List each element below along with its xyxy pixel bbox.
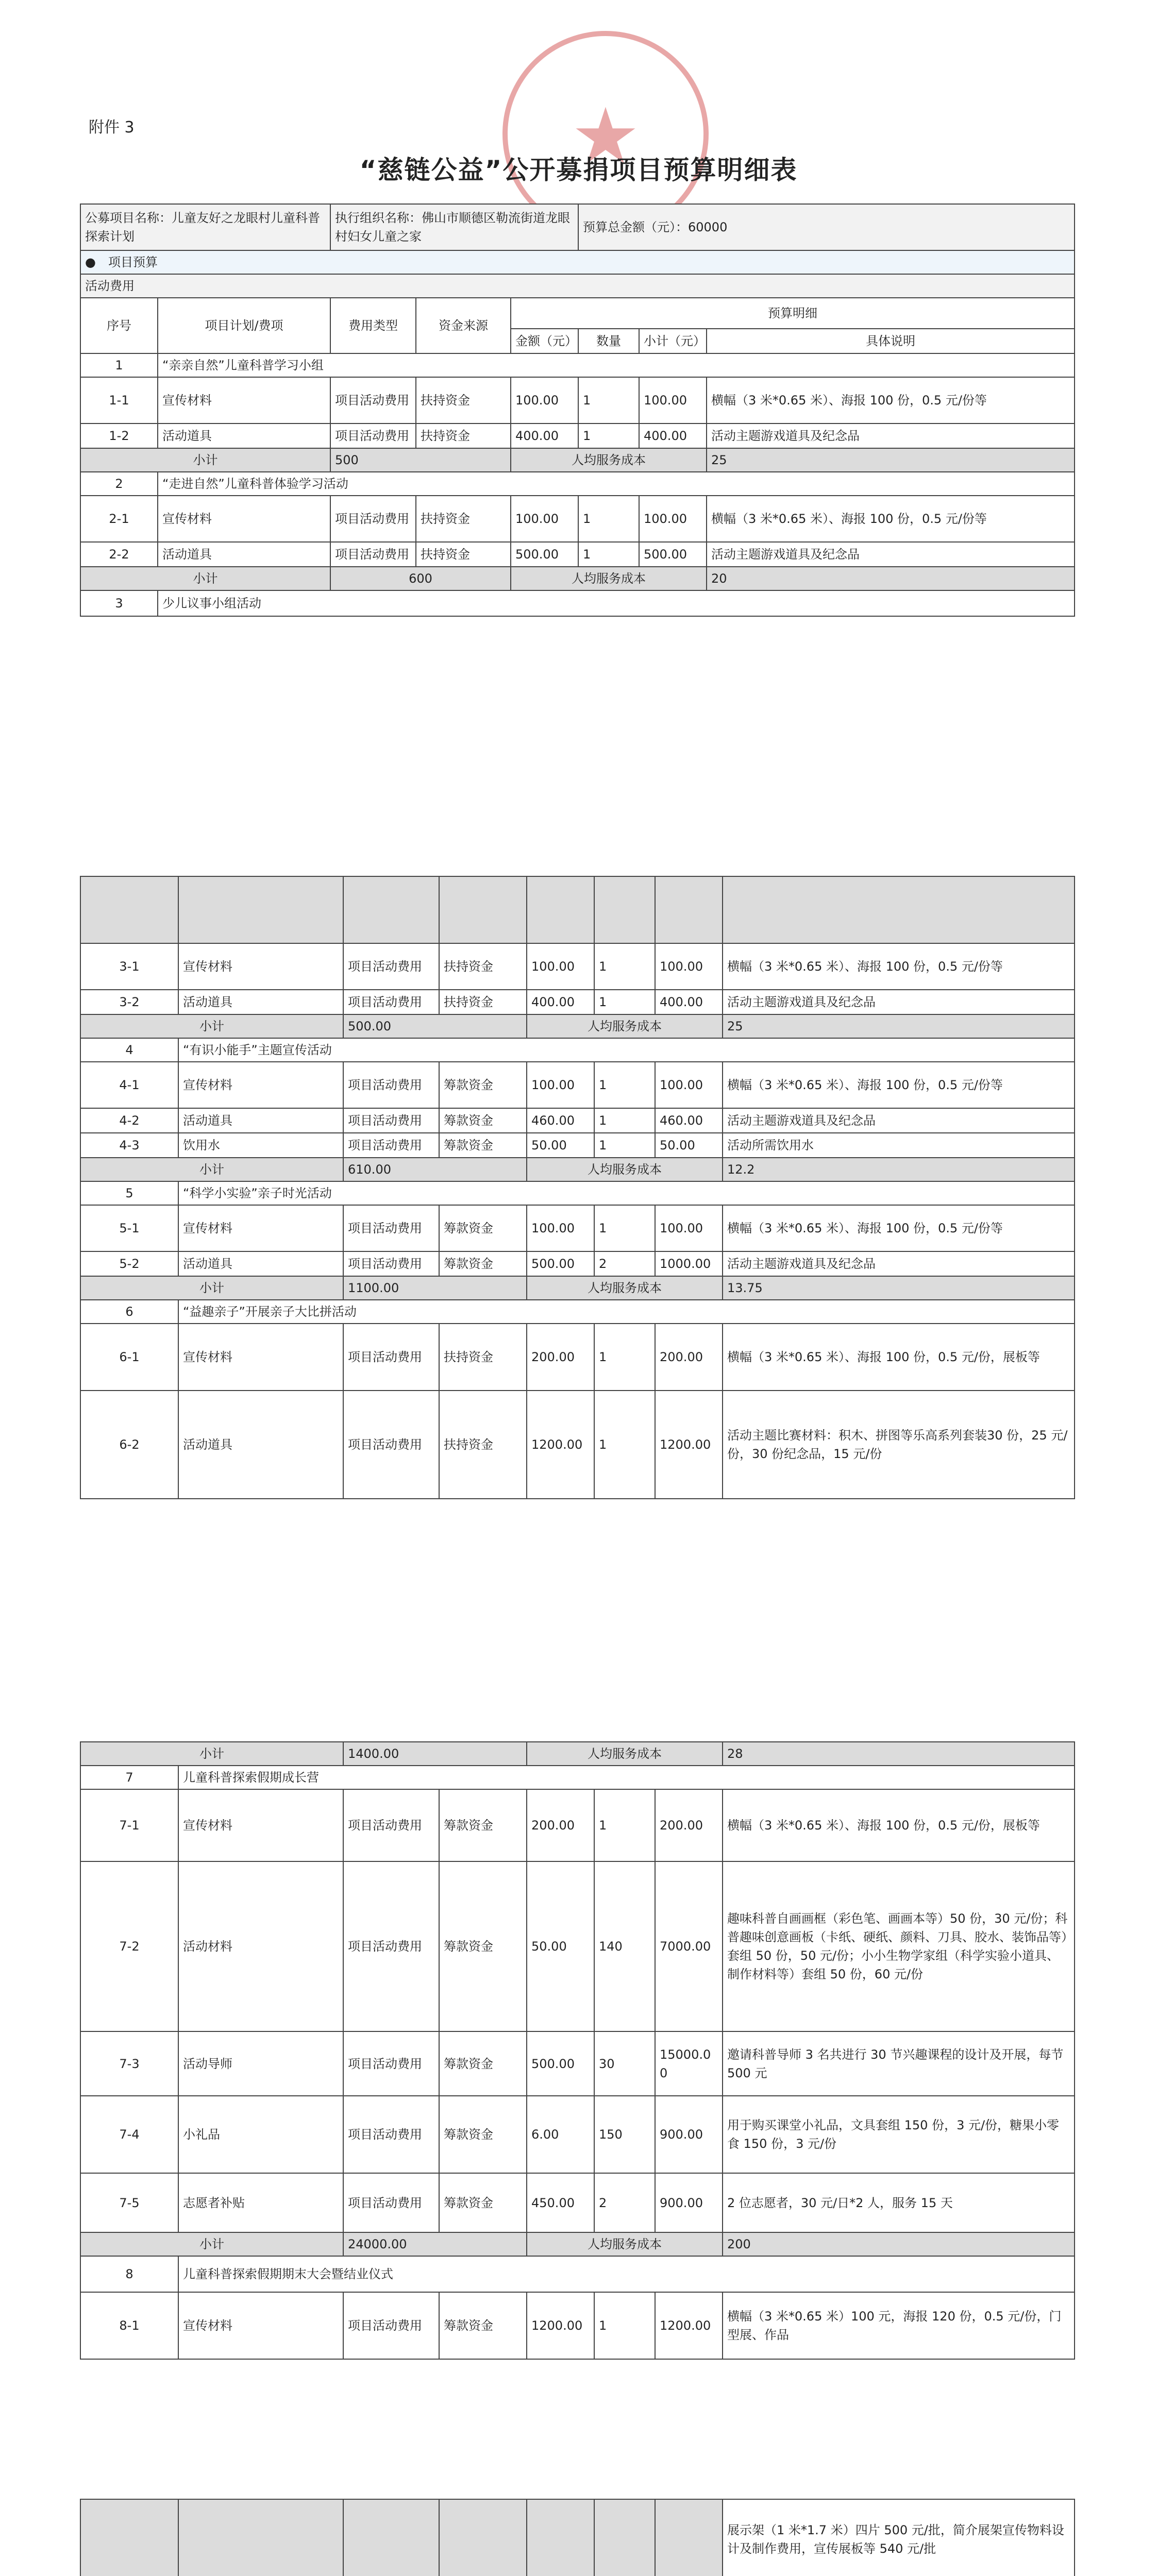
subtotal-label: 小计: [80, 1014, 343, 1038]
col-item: 项目计划/费项: [158, 298, 330, 353]
row-item: 活动材料: [178, 1861, 343, 2031]
row-type: 项目活动费用: [343, 2173, 439, 2232]
row-seq: 5-2: [80, 1251, 178, 1276]
row-item: 饮用水: [178, 1133, 343, 1158]
row-desc: 活动主题游戏道具及纪念品: [723, 1108, 1075, 1133]
row-subtotal: 400.00: [655, 990, 723, 1014]
row-item: 志愿者补贴: [178, 2173, 343, 2232]
row-qty: 1: [594, 990, 655, 1014]
row-seq: 5-1: [80, 1205, 178, 1251]
row-source: 扶持资金: [439, 943, 527, 990]
row-source: 扶持资金: [439, 1391, 527, 1499]
row-qty: 1: [594, 1789, 655, 1861]
row-desc: 横幅（3 米*0.65 米）、海报 100 份，0.5 元/份等: [707, 496, 1075, 542]
people-cost-value: 20: [707, 567, 1075, 590]
group-title: 少儿议事小组活动: [158, 590, 1075, 616]
row-item: 宣传材料: [178, 1324, 343, 1391]
row-subtotal: 900.00: [655, 2096, 723, 2173]
budget-section-3: [80, 1741, 1074, 2360]
people-cost-value: 25: [707, 448, 1075, 472]
row-source: 扶持资金: [416, 542, 511, 567]
row-subtotal: 100.00: [655, 943, 723, 990]
row-type: 项目活动费用: [343, 1861, 439, 2031]
subtotal-row: [80, 448, 1075, 472]
row-amount: 1200.00: [527, 2292, 594, 2359]
row-item: 宣传材料: [178, 2292, 343, 2359]
row-qty: 1: [578, 423, 639, 448]
row-desc: 2 位志愿者，30 元/日*2 人，服务 15 天: [723, 2173, 1075, 2232]
row-qty: 2: [594, 2173, 655, 2232]
row-desc: 活动主题游戏道具及纪念品: [707, 542, 1075, 567]
row-seq: 7-3: [80, 2031, 178, 2096]
row-desc: 横幅（3 米*0.65 米）、海报 100 份，0.5 元/份等: [723, 1205, 1075, 1251]
row-item: 活动导师: [178, 2031, 343, 2096]
row-source: 筹款资金: [439, 2173, 527, 2232]
row-desc: 活动主题游戏道具及纪念品: [723, 1251, 1075, 1276]
col-seq: 序号: [80, 298, 158, 353]
row-type: 项目活动费用: [343, 1324, 439, 1391]
row-item: 小礼品: [178, 2096, 343, 2173]
subtotal-value: 1100.00: [343, 1276, 527, 1300]
group-seq: 4: [80, 1038, 178, 1062]
row-desc: 横幅（3 米*0.65 米）、海报 100 份，0.5 元/份等: [723, 943, 1075, 990]
row-seq: 4-2: [80, 1108, 178, 1133]
people-cost-label: 人均服务成本: [527, 1742, 723, 1766]
row-subtotal: 1000.00: [655, 1251, 723, 1276]
subtotal-row: [80, 1742, 1075, 1766]
row-type: 项目活动费用: [330, 423, 416, 448]
row-subtotal: 400.00: [639, 423, 707, 448]
table-row: [80, 1108, 1075, 1133]
row-desc: 趣味科普自画画框（彩色笔、画画本等）50 份，30 元/份；科普趣味创意画板（卡纸、硬纸、颜料、刀具、胶水、装饰品等）套组 50 份，50 元/份；小小生物学家组（科学实验小道具、制作材料等）套组 50 份，60 元/份: [723, 1861, 1075, 2031]
row-subtotal: 50.00: [655, 1133, 723, 1158]
people-cost-label: 人均服务成本: [511, 567, 707, 590]
row-source: 扶持资金: [439, 990, 527, 1014]
subtotal-row: [80, 1276, 1075, 1300]
row-seq: 3-1: [80, 943, 178, 990]
row-subtotal: 200.00: [655, 1789, 723, 1861]
row-amount: 100.00: [527, 1062, 594, 1108]
row-subtotal: 500.00: [639, 542, 707, 567]
subtotal-label: 小计: [80, 1742, 343, 1766]
row-source: 筹款资金: [439, 1108, 527, 1133]
subtotal-value: 600: [330, 567, 511, 590]
row-qty: 2: [594, 1251, 655, 1276]
row-seq: 3-2: [80, 990, 178, 1014]
col-source: 资金来源: [416, 298, 511, 353]
budget-section-2: [80, 876, 1074, 1499]
table-row: [80, 1251, 1075, 1276]
row-subtotal: 100.00: [655, 1205, 723, 1251]
subtotal-label: 小计: [80, 567, 330, 590]
row-seq: 4-1: [80, 1062, 178, 1108]
row-qty: 1: [594, 2292, 655, 2359]
row-source: 扶持资金: [416, 496, 511, 542]
row-qty: 1: [594, 1205, 655, 1251]
row-qty: 150: [594, 2096, 655, 2173]
row-item: 活动道具: [158, 542, 330, 567]
budget-heading: ● 项目预算: [80, 250, 1075, 274]
activity-cost-heading: 活动费用: [80, 274, 1075, 298]
row-subtotal: 100.00: [639, 496, 707, 542]
col-desc: 具体说明: [707, 329, 1075, 353]
people-cost-value: 200: [723, 2232, 1075, 2256]
row-source: 筹款资金: [439, 2096, 527, 2173]
row-source: 扶持资金: [416, 423, 511, 448]
table-row: [80, 1062, 1075, 1108]
row-qty: 1: [594, 1108, 655, 1133]
row-desc: 活动所需饮用水: [723, 1133, 1075, 1158]
row-amount: 100.00: [511, 496, 578, 542]
row-seq: 1-2: [80, 423, 158, 448]
org-name-cell: 执行组织名称：佛山市顺德区勒流街道龙眼村妇女儿童之家: [330, 204, 578, 250]
people-cost-label: 人均服务成本: [511, 448, 707, 472]
row-amount: 400.00: [511, 423, 578, 448]
subtotal-row: [80, 2232, 1075, 2256]
group-seq: 8: [80, 2256, 178, 2292]
table-row: [80, 2173, 1075, 2232]
row-item: 宣传材料: [178, 1205, 343, 1251]
row-qty: 1: [594, 943, 655, 990]
row-source: 筹款资金: [439, 1205, 527, 1251]
row-amount: 100.00: [511, 377, 578, 423]
budget-table-4: [80, 2499, 1075, 2576]
row-source: 筹款资金: [439, 1133, 527, 1158]
subtotal-value: 500.00: [343, 1014, 527, 1038]
table-row: [80, 496, 1075, 542]
people-cost-value: 28: [723, 1742, 1075, 1766]
row-type: 项目活动费用: [343, 2096, 439, 2173]
col-qty: 数量: [578, 329, 639, 353]
group-title: “科学小实验”亲子时光活动: [178, 1181, 1075, 1205]
people-cost-value: 25: [723, 1014, 1075, 1038]
total-budget-cell: 预算总金额（元）：60000: [578, 204, 1075, 250]
group-seq: 2: [80, 472, 158, 496]
row-item: 宣传材料: [158, 496, 330, 542]
subtotal-value: 1400.00: [343, 1742, 527, 1766]
budget-table-3: [80, 1741, 1075, 2360]
row-desc: 横幅（3 米*0.65 米）100 元，海报 120 份，0.5 元/份，门型展、作品: [723, 2292, 1075, 2359]
row-subtotal: 460.00: [655, 1108, 723, 1133]
subtotal-value: 500: [330, 448, 511, 472]
row-seq: 2-1: [80, 496, 158, 542]
row-qty: 1: [578, 542, 639, 567]
group-title: “走进自然”儿童科普体验学习活动: [158, 472, 1075, 496]
row-seq: 7-1: [80, 1789, 178, 1861]
group-title: “益趣亲子”开展亲子大比拼活动: [178, 1300, 1075, 1324]
table-row: [80, 2031, 1075, 2096]
row-subtotal: 1200.00: [655, 1391, 723, 1499]
row-item: 宣传材料: [178, 1789, 343, 1861]
row-source: 扶持资金: [439, 1324, 527, 1391]
group-seq: 5: [80, 1181, 178, 1205]
table-row: [80, 423, 1075, 448]
row-qty: 1: [594, 1062, 655, 1108]
row-qty: 1: [594, 1391, 655, 1499]
group-title: “有识小能手”主题宣传活动: [178, 1038, 1075, 1062]
group-title: 儿童科普探索假期期末大会暨结业仪式: [178, 2256, 1075, 2292]
row-item: 宣传材料: [158, 377, 330, 423]
row-amount: 400.00: [527, 990, 594, 1014]
subtotal-label: 小计: [80, 2232, 343, 2256]
row-amount: 200.00: [527, 1324, 594, 1391]
row-seq: 2-2: [80, 542, 158, 567]
row-seq: 7-5: [80, 2173, 178, 2232]
group-seq: 3: [80, 590, 158, 616]
people-cost-value: 13.75: [723, 1276, 1075, 1300]
subtotal-row: [80, 1014, 1075, 1038]
row-seq: 6-2: [80, 1391, 178, 1499]
row-item: 活动道具: [158, 423, 330, 448]
row-source: 筹款资金: [439, 1251, 527, 1276]
budget-table-2: [80, 876, 1075, 1499]
row-desc: 横幅（3 米*0.65 米）、海报 100 份，0.5 元/份，展板等: [723, 1324, 1075, 1391]
official-seal: ★: [502, 31, 709, 237]
row-qty: 1: [578, 377, 639, 423]
people-cost-label: 人均服务成本: [527, 1158, 723, 1181]
group-seq: 6: [80, 1300, 178, 1324]
row-amount: 500.00: [527, 1251, 594, 1276]
row-desc: 展示架（1 米*1.7 米）四片 500 元/批，简介展架宣传物料设计及制作费用，宣传展板等 540 元/批: [723, 2499, 1075, 2576]
row-source: 筹款资金: [439, 2031, 527, 2096]
row-qty: 30: [594, 2031, 655, 2096]
row-subtotal: 200.00: [655, 1324, 723, 1391]
row-amount: 50.00: [527, 1133, 594, 1158]
table-row: [80, 542, 1075, 567]
row-type: 项目活动费用: [330, 496, 416, 542]
row-qty: 1: [594, 1324, 655, 1391]
subtotal-value: 610.00: [343, 1158, 527, 1181]
row-amount: 200.00: [527, 1789, 594, 1861]
row-type: 项目活动费用: [343, 1391, 439, 1499]
row-seq: 6-1: [80, 1324, 178, 1391]
row-seq: 7-2: [80, 1861, 178, 2031]
row-qty: 1: [594, 1133, 655, 1158]
table-row: [80, 1391, 1075, 1499]
row-type: 项目活动费用: [330, 377, 416, 423]
table-row: [80, 1324, 1075, 1391]
row-subtotal: 100.00: [655, 1062, 723, 1108]
table-row: [80, 1205, 1075, 1251]
col-detail: 预算明细: [511, 298, 1075, 329]
table-row: [80, 2096, 1075, 2173]
row-amount: 6.00: [527, 2096, 594, 2173]
row-amount: 1200.00: [527, 1391, 594, 1499]
row-type: 项目活动费用: [330, 542, 416, 567]
table-row: [80, 2499, 1075, 2576]
subtotal-label: 小计: [80, 1158, 343, 1181]
table-row: [80, 943, 1075, 990]
document-title: “慈链公益”公开募捐项目预算明细表: [359, 155, 798, 185]
col-type: 费用类型: [330, 298, 416, 353]
group-seq: 7: [80, 1766, 178, 1789]
col-amount: 金额（元）: [511, 329, 578, 353]
people-cost-label: 人均服务成本: [527, 1276, 723, 1300]
subtotal-label: 小计: [80, 1276, 343, 1300]
row-seq: 4-3: [80, 1133, 178, 1158]
row-source: 筹款资金: [439, 2292, 527, 2359]
row-amount: 50.00: [527, 1861, 594, 2031]
row-desc: 邀请科普导师 3 名共进行 30 节兴趣课程的设计及开展，每节 500 元: [723, 2031, 1075, 2096]
row-subtotal: 900.00: [655, 2173, 723, 2232]
subtotal-label: 小计: [80, 448, 330, 472]
row-type: 项目活动费用: [343, 1251, 439, 1276]
project-name-cell: 公募项目名称：儿童友好之龙眼村儿童科普探索计划: [80, 204, 330, 250]
row-type: 项目活动费用: [343, 1205, 439, 1251]
subtotal-row: [80, 1158, 1075, 1181]
col-subtotal: 小计（元）: [639, 329, 707, 353]
row-item: 活动道具: [178, 1251, 343, 1276]
row-item: 活动道具: [178, 990, 343, 1014]
row-amount: 460.00: [527, 1108, 594, 1133]
row-type: 项目活动费用: [343, 990, 439, 1014]
row-source: 筹款资金: [439, 1861, 527, 2031]
row-amount: 100.00: [527, 943, 594, 990]
table-row: [80, 377, 1075, 423]
row-subtotal: 100.00: [639, 377, 707, 423]
row-desc: 活动主题比赛材料：积木、拼图等乐高系列套装30 份，25 元/份，30 份纪念品，15 元/份: [723, 1391, 1075, 1499]
row-desc: 横幅（3 米*0.65 米）、海报 100 份，0.5 元/份等: [707, 377, 1075, 423]
row-item: 活动道具: [178, 1391, 343, 1499]
row-item: 活动道具: [178, 1108, 343, 1133]
row-type: 项目活动费用: [343, 1133, 439, 1158]
people-cost-label: 人均服务成本: [527, 1014, 723, 1038]
row-seq: 8-1: [80, 2292, 178, 2359]
row-source: 筹款资金: [439, 1062, 527, 1108]
row-source: 扶持资金: [416, 377, 511, 423]
table-row: [80, 1789, 1075, 1861]
budget-section-1: [80, 204, 1074, 617]
row-type: 项目活动费用: [343, 1789, 439, 1861]
row-item: 宣传材料: [178, 1062, 343, 1108]
group-title: “亲亲自然”儿童科普学习小组: [158, 353, 1075, 377]
row-amount: 450.00: [527, 2173, 594, 2232]
row-subtotal: 7000.00: [655, 1861, 723, 2031]
people-cost-value: 12.2: [723, 1158, 1075, 1181]
row-type: 项目活动费用: [343, 2292, 439, 2359]
row-seq: 7-4: [80, 2096, 178, 2173]
budget-table-1: [80, 204, 1075, 617]
group-seq: 1: [80, 353, 158, 377]
row-source: 筹款资金: [439, 1789, 527, 1861]
row-desc: 横幅（3 米*0.65 米）、海报 100 份，0.5 元/份，展板等: [723, 1789, 1075, 1861]
row-seq: 1-1: [80, 377, 158, 423]
row-subtotal: 15000.00: [655, 2031, 723, 2096]
row-type: 项目活动费用: [343, 943, 439, 990]
subtotal-value: 24000.00: [343, 2232, 527, 2256]
row-desc: 活动主题游戏道具及纪念品: [707, 423, 1075, 448]
attachment-label: 附件 3: [89, 118, 135, 137]
budget-section-4: [80, 2499, 1074, 2576]
people-cost-label: 人均服务成本: [527, 2232, 723, 2256]
row-type: 项目活动费用: [343, 1108, 439, 1133]
subtotal-row: [80, 567, 1075, 590]
table-row: [80, 2292, 1075, 2359]
row-item: 宣传材料: [178, 943, 343, 990]
group-title: 儿童科普探索假期成长营: [178, 1766, 1075, 1789]
row-amount: 100.00: [527, 1205, 594, 1251]
row-qty: 140: [594, 1861, 655, 2031]
row-desc: 横幅（3 米*0.65 米）、海报 100 份，0.5 元/份等: [723, 1062, 1075, 1108]
row-type: 项目活动费用: [343, 2031, 439, 2096]
row-subtotal: 1200.00: [655, 2292, 723, 2359]
table-row: [80, 1861, 1075, 2031]
row-desc: 活动主题游戏道具及纪念品: [723, 990, 1075, 1014]
table-row: [80, 1133, 1075, 1158]
row-amount: 500.00: [527, 2031, 594, 2096]
row-qty: 1: [578, 496, 639, 542]
row-desc: 用于购买课堂小礼品，文具套组 150 份，3 元/份，糖果小零食 150 份，3 元/份: [723, 2096, 1075, 2173]
row-type: 项目活动费用: [343, 1062, 439, 1108]
row-amount: 500.00: [511, 542, 578, 567]
table-row: [80, 990, 1075, 1014]
